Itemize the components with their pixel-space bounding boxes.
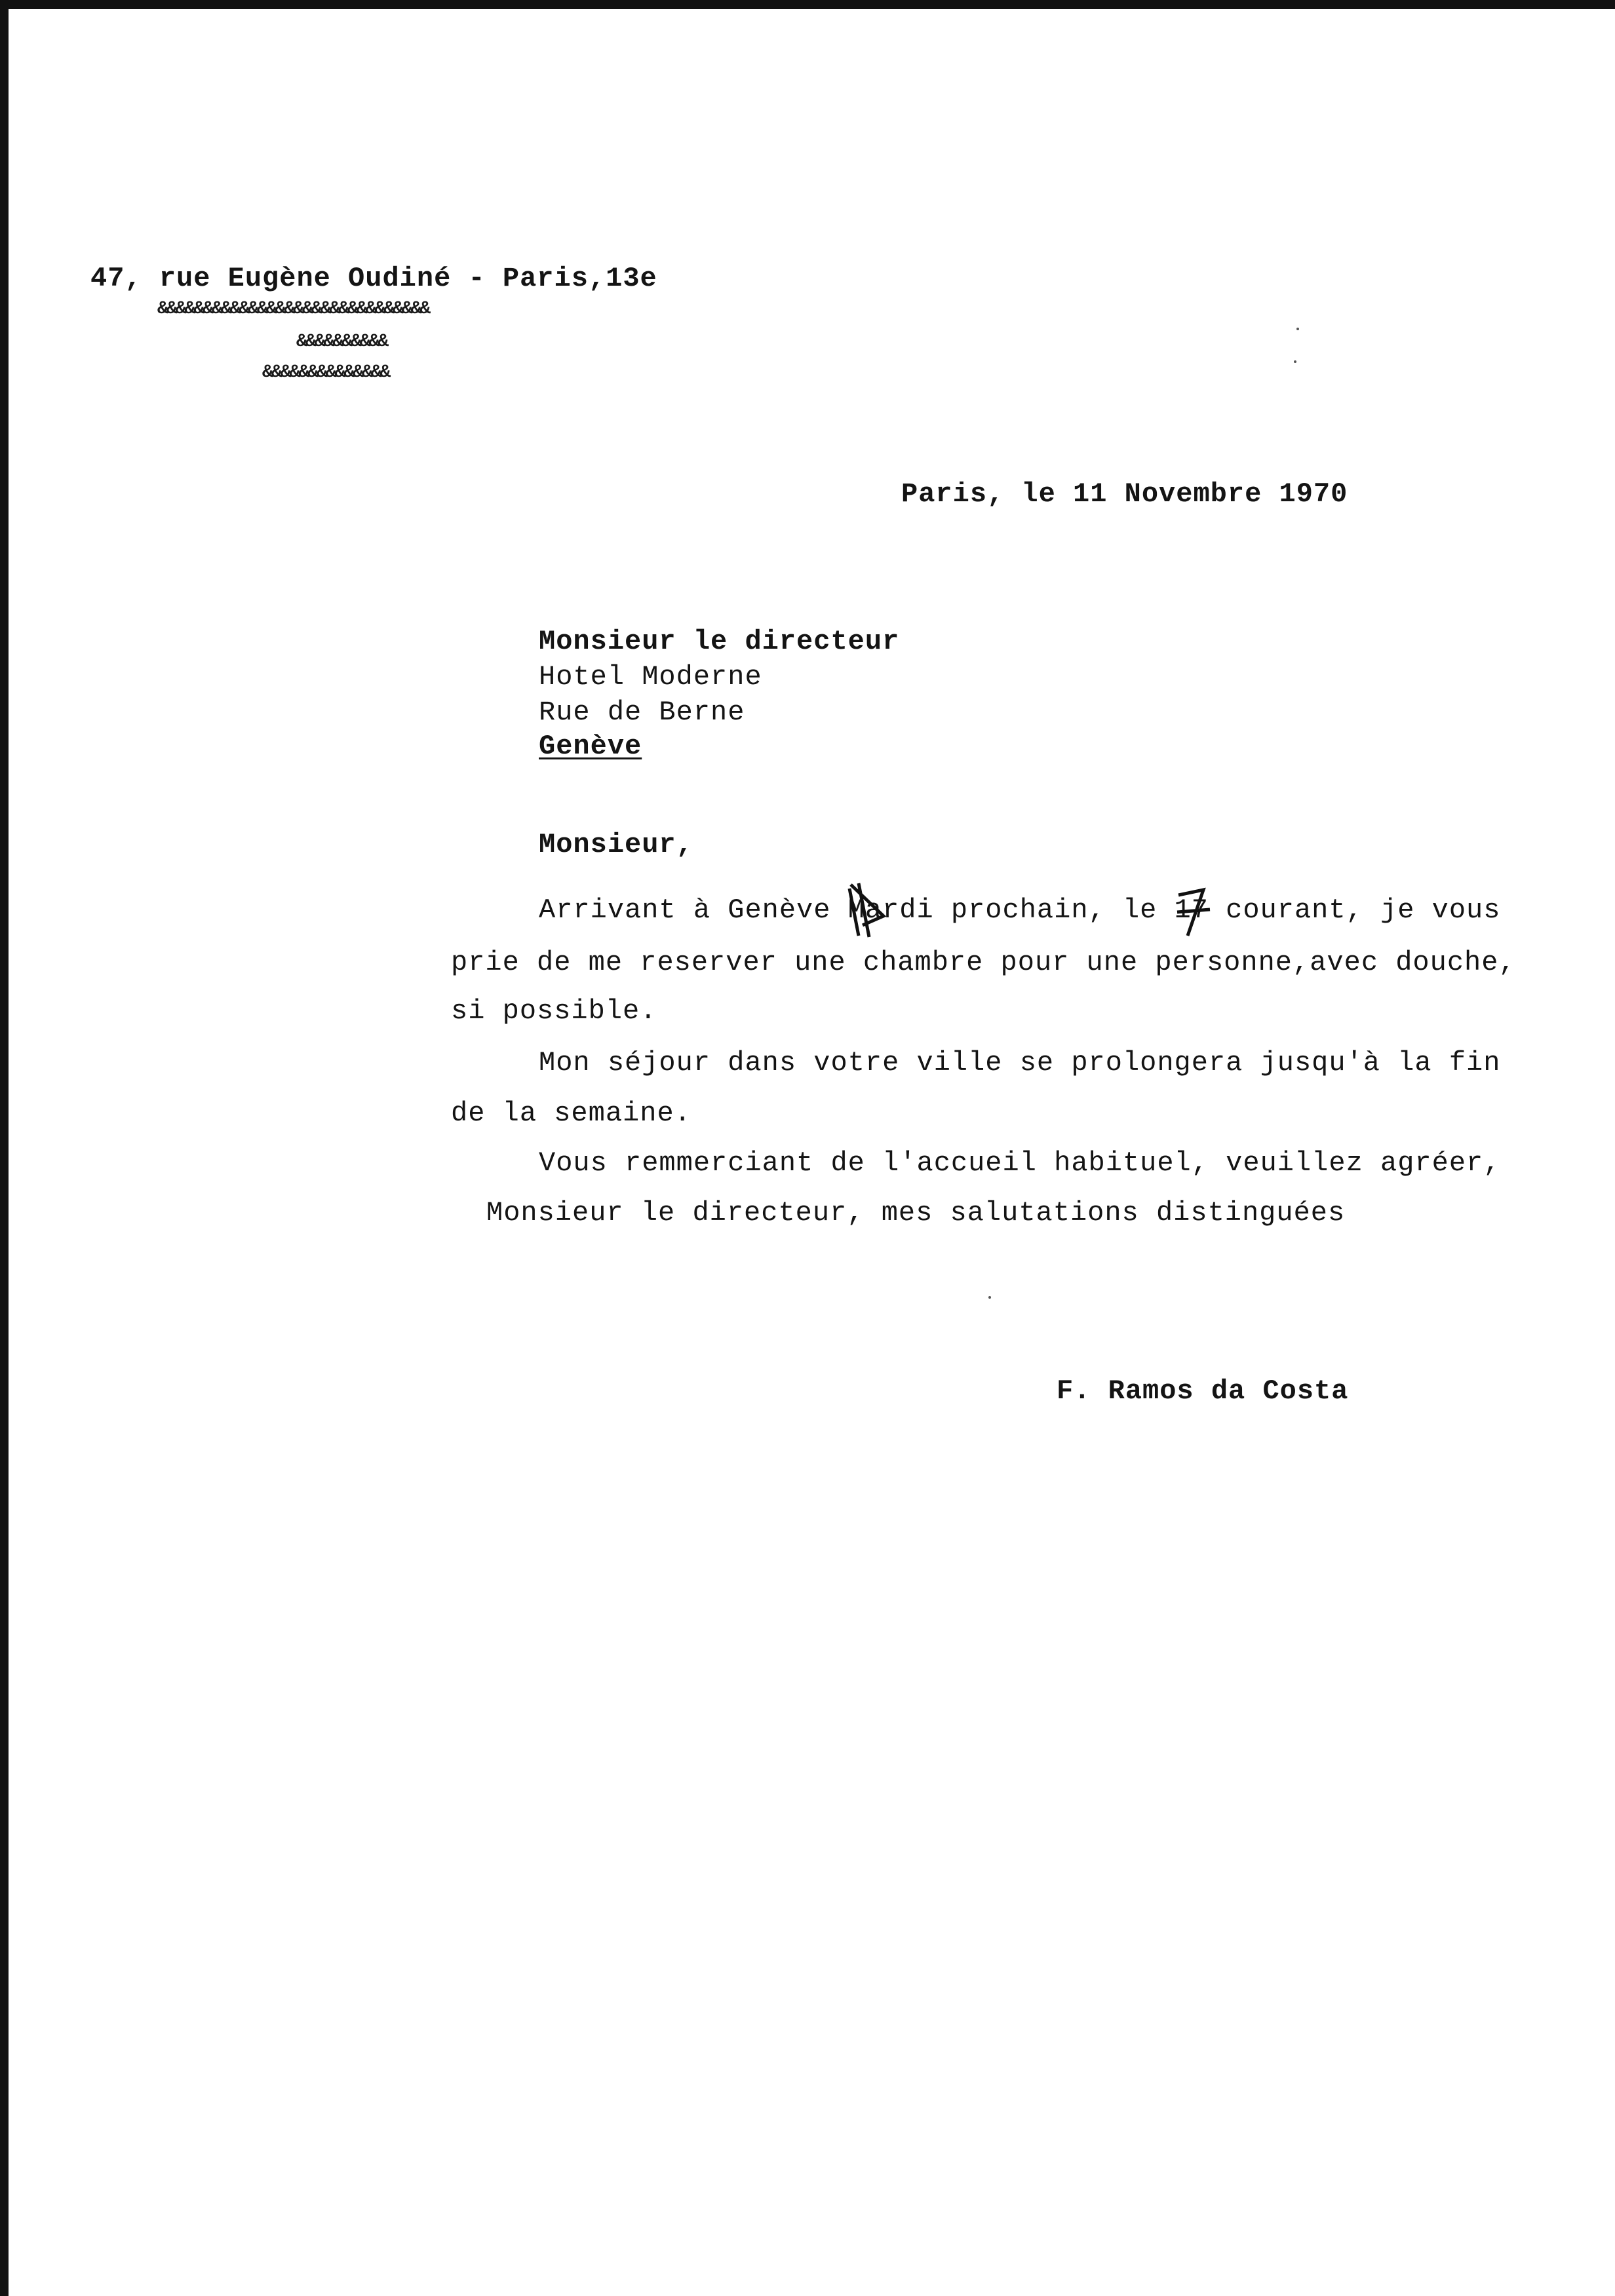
body-p3-line-2: Monsieur le directeur, mes salutations distinguées <box>486 1197 1346 1229</box>
body-p1-line-2: prie de me reserver une chambre pour une personne,avec douche, <box>451 947 1516 978</box>
recipient-line-3: Rue de Berne <box>539 697 745 728</box>
letterhead-strike-line-1: &&&&&&&&&&&&&&&&&&&&&&&&&&&&&& <box>157 299 429 319</box>
signature: F. Ramos da Costa <box>1057 1375 1349 1407</box>
recipient-city: Genève <box>539 731 642 762</box>
body-p1-line-1: Arrivant à Genève Mardi prochain, le 17 courant, je vous <box>539 894 1501 926</box>
scan-speck <box>1296 328 1299 330</box>
body-p2-line-1: Mon séjour dans votre ville se prolongera jusqu'à la fin <box>539 1047 1501 1079</box>
scan-speck <box>988 1296 991 1299</box>
handwritten-correction-mark <box>1175 883 1214 942</box>
body-p1-line-3: si possible. <box>451 995 657 1027</box>
letterhead-strike-line-3: &&&&&&&&&&&&&& <box>262 362 389 383</box>
salutation: Monsieur, <box>539 829 693 860</box>
scan-border-left <box>0 9 9 2296</box>
scan-border-top <box>0 0 1615 9</box>
body-p2-line-2: de la semaine. <box>451 1098 691 1129</box>
scan-speck <box>1294 360 1296 363</box>
handwritten-correction-mark <box>844 877 897 949</box>
date-line: Paris, le 11 Novembre 1970 <box>901 478 1348 510</box>
letterhead-strike-line-2: &&&&&&&&&& <box>296 332 387 352</box>
body-p3-line-1: Vous remmerciant de l'accueil habituel, veuillez agréer, <box>539 1147 1501 1179</box>
recipient-line-2: Hotel Moderne <box>539 661 762 693</box>
recipient-line-1: Monsieur le directeur <box>539 626 900 657</box>
letterhead-address: 47, rue Eugène Oudiné - Paris,13e <box>90 263 657 294</box>
